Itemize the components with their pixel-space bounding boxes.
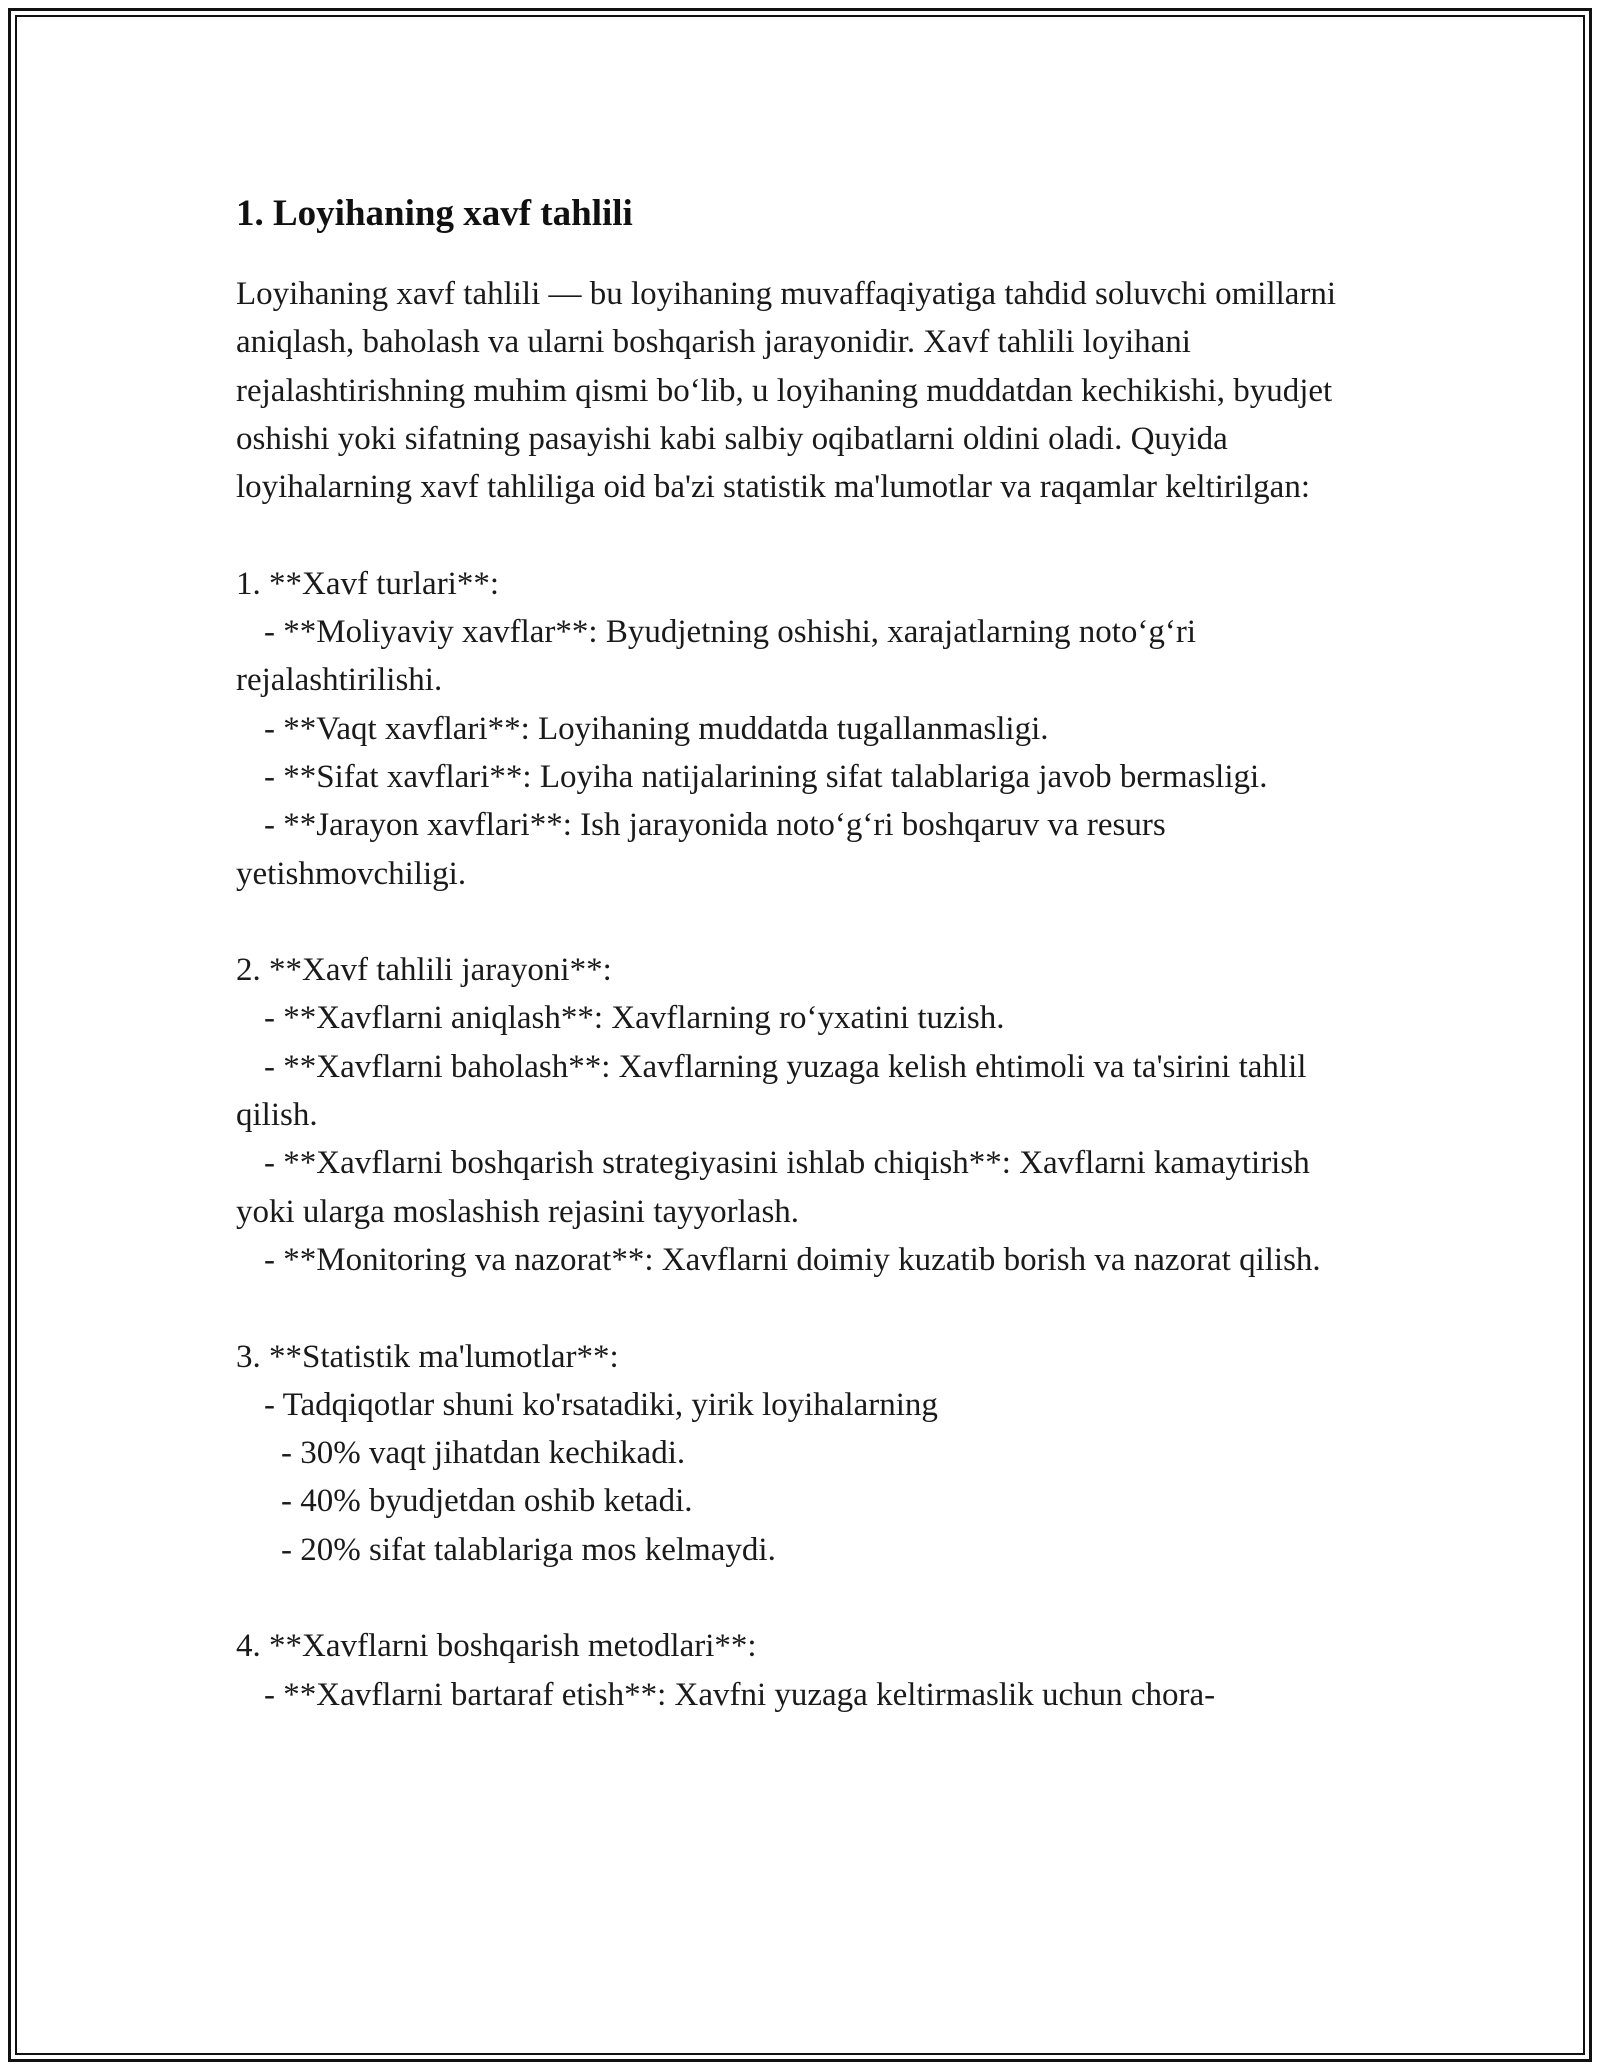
section-heading: 2. **Xavf tahlili jarayoni**: [236,952,612,989]
sub-list-item: - 30% vaqt jihatdan kechikadi. [281,1435,686,1472]
spacer [236,1284,1366,1332]
list-item: - **Vaqt xavflari**: Loyihaning muddatda tugallanmasligi. [264,710,1049,747]
list-item: - **Xavflarni boshqarish strategiyasini ishlab chiqish**: Xavflarni kamaytirish yoki ularga moslashish rejasini tayyorlash. [236,1145,1318,1230]
section-heading: 4. **Xavflarni boshqarish metodlari**: [236,1628,757,1665]
section-statistics [236,1333,1366,1574]
section-title: 1. Loyihaning xavf tahlili [236,193,633,234]
list-item: - **Xavflarni baholash**: Xavflarning yuzaga kelish ehtimoli va ta'sirini tahlil qilish. [236,1048,1315,1134]
list-item: - **Jarayon xavflari**: Ish jarayonida noto‘g‘ri boshqaruv va resurs yetishmovchiligi. [236,807,1174,892]
spacer [236,511,1366,559]
intro-paragraph: Loyihaning xavf tahlili — bu loyihaning muvaffaqiyatiga tahdid soluvchi omillarni aniqlash, baholash va ularni boshqarish jarayonidir. Xavf tahlili loyihani rejalashtirishning muhim qismi bo‘lib, u loyihaning muddatdan kechikishi, byudjet oshishi yoki sifatning pasayishi kabi salbiy oqibatlarni oldini oladi. Quyida loyihalarning xavf tahliliga oid ba'zi statistik ma'lumotlar va raqamlar keltirilgan: [236,276,1337,506]
list-item: - **Sifat xavflari**: Loyiha natijalarining sifat talablariga javob bermasligi. [264,758,1268,795]
spacer [236,898,1366,946]
list-item: - **Xavflarni bartaraf etish**: Xavfni yuzaga keltirmaslik uchun chora- [264,1676,1216,1713]
section-management-methods [236,1622,1366,1719]
section-risk-types [236,560,1366,898]
list-item: - **Moliyaviy xavflar**: Byudjetning oshishi, xarajatlarning noto‘g‘ri rejalashtirilishi. [236,614,1205,699]
section-heading: 3. **Statistik ma'lumotlar**: [236,1338,619,1375]
list-item: - **Xavflarni aniqlash**: Xavflarning ro‘yxatini tuzish. [264,1000,1005,1037]
list-item: - Tadqiqotlar shuni ko'rsatadiki, yirik loyihalarning [264,1386,938,1423]
spacer [236,1574,1366,1622]
section-heading: 1. **Xavf turlari**: [236,565,500,602]
sub-list-item: - 20% sifat talablariga mos kelmaydi. [281,1531,776,1568]
section-analysis-process [236,946,1366,1284]
document-body [236,188,1366,1719]
sub-list-item: - 40% byudjetdan oshib ketadi. [281,1483,693,1520]
list-item: - **Monitoring va nazorat**: Xavflarni doimiy kuzatib borish va nazorat qilish. [264,1241,1321,1278]
